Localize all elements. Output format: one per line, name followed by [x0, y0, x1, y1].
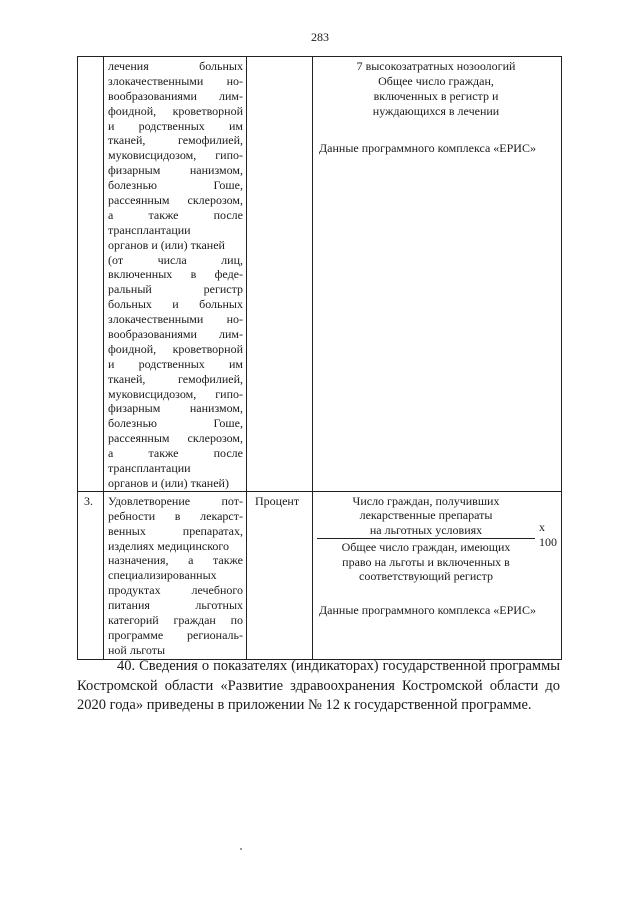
description-line: злокачественными но-	[108, 73, 243, 88]
indicator-description	[104, 57, 247, 492]
indicator-description	[104, 491, 247, 659]
description-line: органов и (или) тканей	[108, 237, 225, 252]
description-line: трансплантации	[108, 222, 191, 237]
description-line: (от числа лиц,	[108, 252, 243, 267]
indicator-table	[77, 56, 562, 660]
description-line: ной льготы	[108, 642, 166, 657]
description-line: ребности в лекарст-	[108, 508, 243, 523]
formula	[317, 494, 555, 584]
description-line: больных и больных	[108, 297, 243, 312]
paragraph-text: Сведения о показателях (индикаторах) государственной программы Костромской области «Развитие здравоохранения Костромской области до 2020 года» приведены в приложении № 12 к государственной программе.	[77, 658, 560, 713]
description-line: рассеянным склерозом,	[108, 431, 243, 446]
description-line: физарным нанизмом,	[108, 401, 243, 416]
calc-line: 7 высокозатратных нозоологий	[356, 59, 516, 73]
denominator-line: соответствующий регистр	[359, 569, 493, 584]
numerator-line: на льготных условиях	[369, 522, 483, 537]
description-line: категорий граждан по	[108, 612, 243, 627]
denominator-line: Общее число граждан, имеющих	[341, 540, 511, 555]
table-row	[78, 491, 562, 659]
data-source: Данные программного комплекса «ЕРИС»	[319, 602, 536, 617]
description-line: изделиях медицинского	[108, 538, 230, 553]
description-line: назначения, а также	[108, 553, 243, 568]
description-line: болезнью Гоше,	[108, 416, 243, 431]
page-number: 283	[311, 30, 329, 44]
denominator-line: право на льготы и включенных в	[342, 554, 510, 569]
description-line: муковисцидозом, гипо-	[108, 386, 243, 401]
description-line: трансплантации	[108, 461, 191, 476]
description-line: тканей, гемофилией,	[108, 371, 243, 386]
description-line: а также после	[108, 446, 243, 461]
calculation-cell	[313, 57, 562, 492]
description-line: а также после	[108, 207, 243, 222]
description-line: болезнью Гоше,	[108, 178, 243, 193]
calc-line: Общее число граждан,	[378, 73, 494, 88]
multiplier: x 100	[539, 519, 557, 549]
unit-cell	[247, 57, 313, 492]
calc-line: нуждающихся в лечении	[372, 103, 500, 118]
description-line: злокачественными но-	[108, 312, 243, 327]
description-line: фоидной, кроветворной	[108, 341, 243, 356]
description-line: и родственных им	[108, 118, 243, 133]
row-number-cell: 3.	[78, 491, 104, 659]
numerator-line: лекарственные препараты	[359, 508, 493, 523]
description-line: рассеянным склерозом,	[108, 193, 243, 208]
paragraph-40	[77, 657, 560, 716]
data-source: Данные программного комплекса «ЕРИС»	[319, 140, 536, 155]
description-line: лечения больных	[108, 59, 243, 73]
scan-dot	[240, 848, 242, 850]
paragraph-number: 40.	[117, 658, 136, 674]
description-line: венных препаратах,	[108, 523, 243, 538]
description-line: органов и (или) тканей)	[108, 475, 229, 490]
table-row	[78, 57, 562, 492]
description-line: продуктах лечебного	[108, 583, 243, 598]
unit-cell: Процент	[247, 491, 313, 659]
description-line: вообразованиями лим-	[108, 327, 243, 342]
fraction	[317, 494, 535, 584]
description-line: специализированных	[108, 568, 217, 583]
calculation-cell	[313, 491, 562, 659]
description-line: фоидной, кроветворной	[108, 103, 243, 118]
description-line: включенных в феде-	[108, 267, 243, 282]
description-line: вообразованиями лим-	[108, 88, 243, 103]
description-line: физарным нанизмом,	[108, 163, 243, 178]
calc-line: включенных в регистр и	[373, 88, 499, 103]
description-line: ральный регистр	[108, 282, 243, 297]
description-line: питания льготных	[108, 598, 243, 613]
description-line: тканей, гемофилией,	[108, 133, 243, 148]
description-line: Удовлетворение пот-	[108, 493, 243, 508]
numerator-line: Число граждан, получивших	[352, 493, 500, 508]
description-line: и родственных им	[108, 356, 243, 371]
description-line: программе региональ-	[108, 627, 243, 642]
fraction-bar	[317, 538, 535, 539]
description-line: муковисцидозом, гипо-	[108, 148, 243, 163]
row-number-cell	[78, 57, 104, 492]
